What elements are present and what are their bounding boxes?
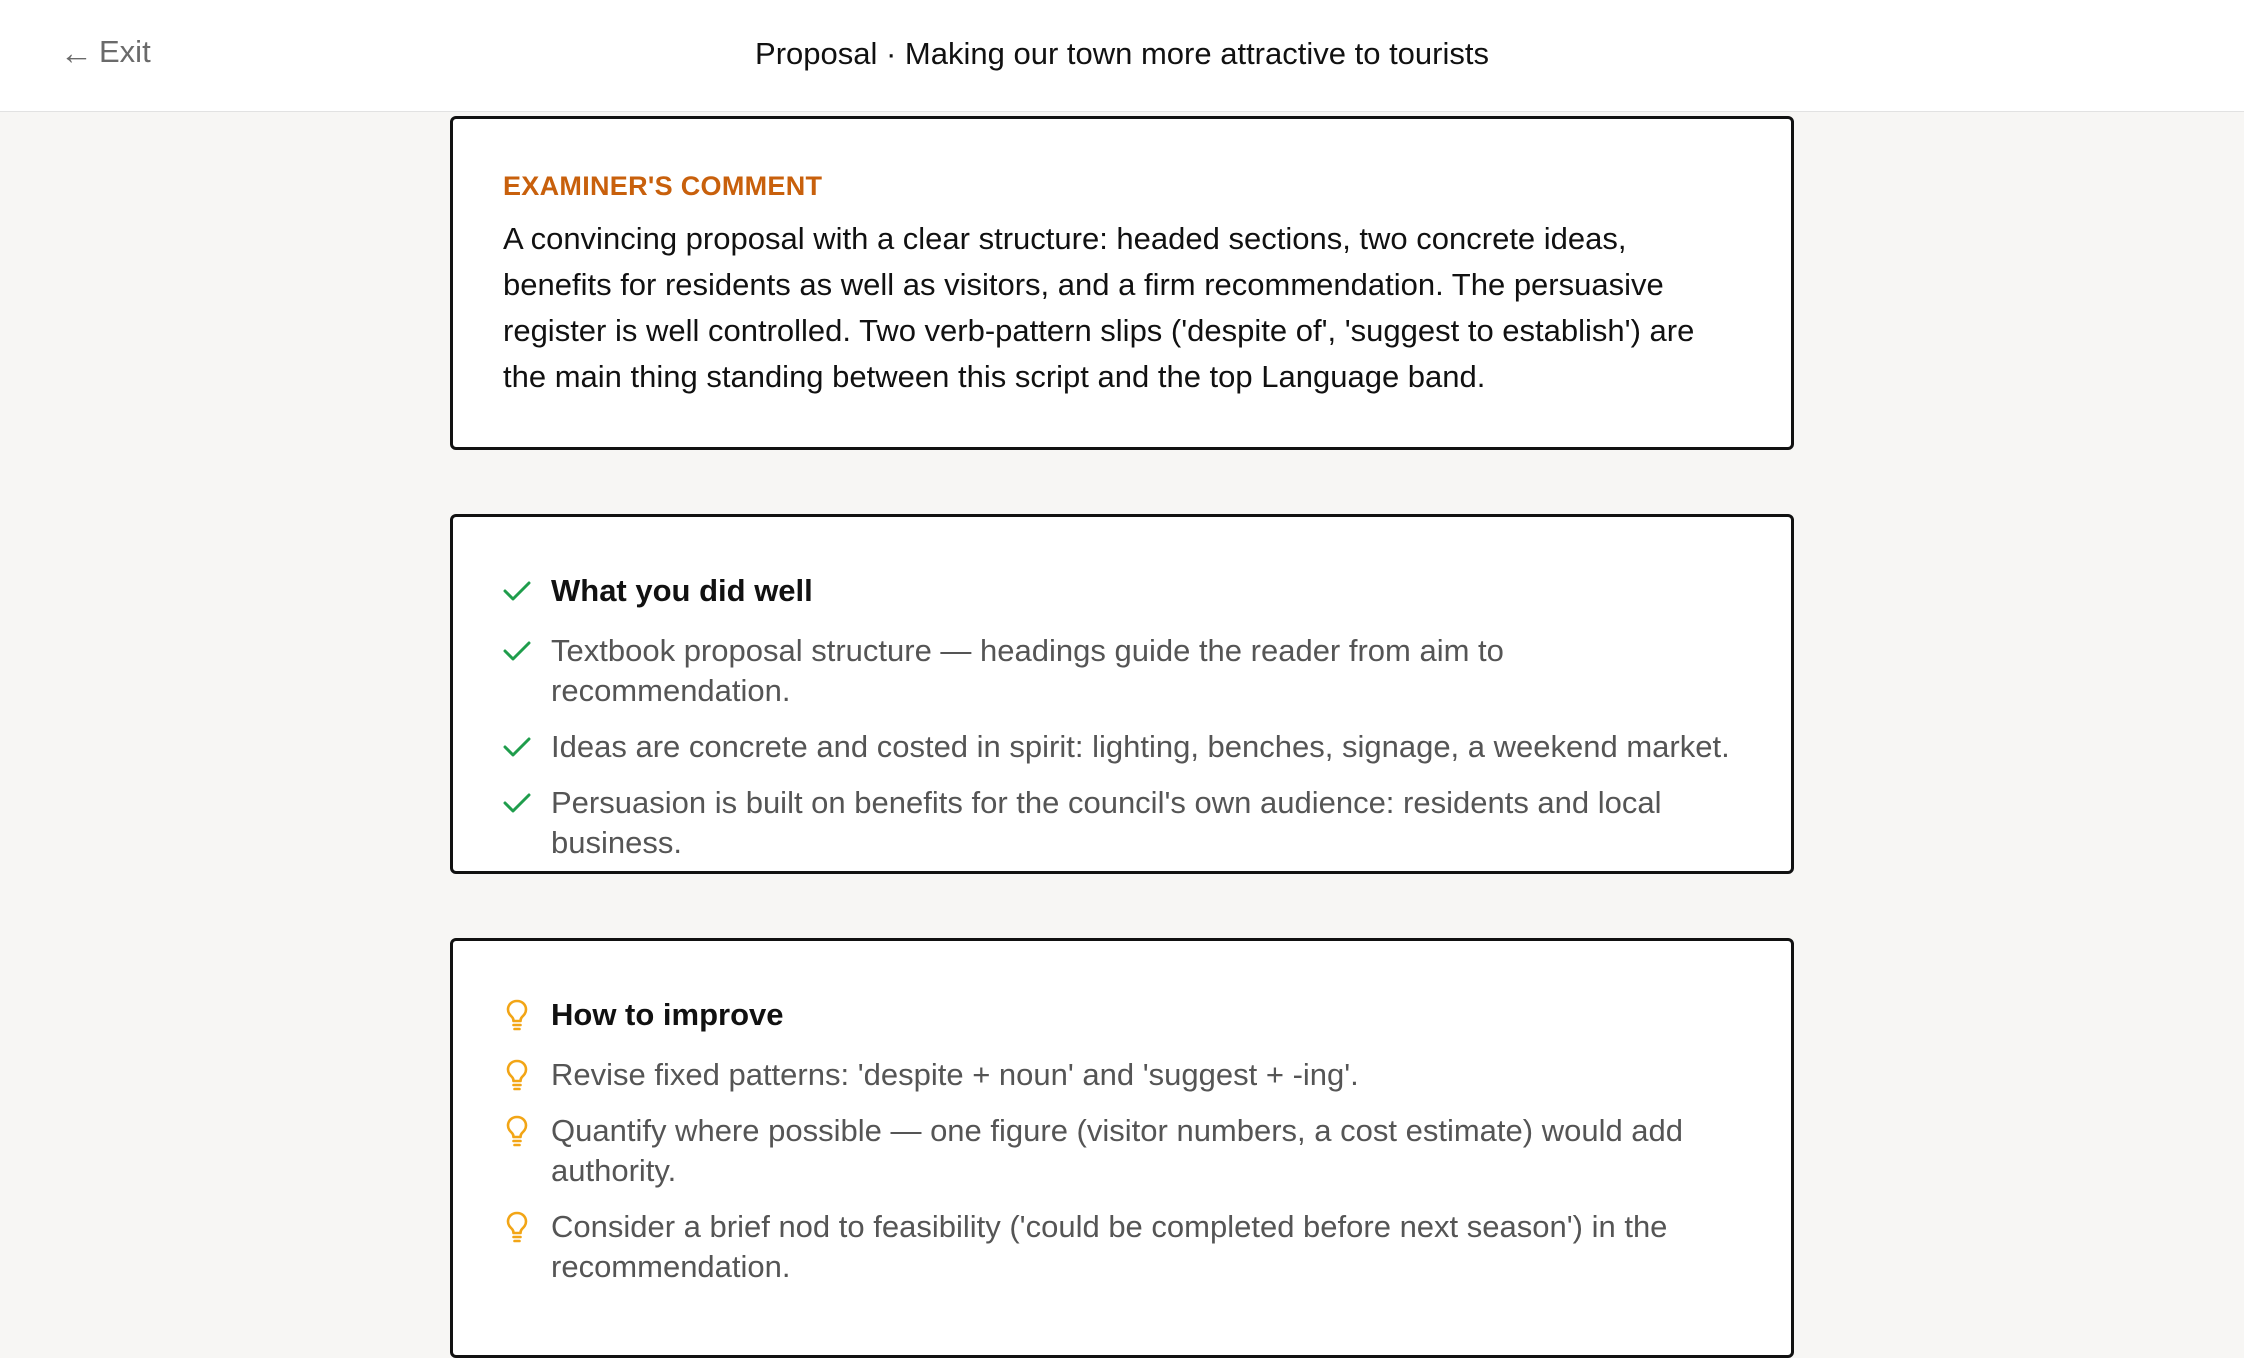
lightbulb-icon <box>503 1207 531 1247</box>
list-item <box>503 727 1741 767</box>
examiner-comment-label: EXAMINER'S COMMENT <box>503 171 823 201</box>
list-item <box>503 1055 1741 1095</box>
did-well-list <box>503 631 1741 863</box>
lightbulb-icon <box>503 1111 531 1151</box>
top-bar <box>0 0 2244 112</box>
lightbulb-icon <box>503 1055 531 1095</box>
arrow-left-icon: ← <box>60 33 93 71</box>
list-item-text: Revise fixed patterns: 'despite + noun' and 'suggest + -ing'. <box>551 1057 1359 1092</box>
how-to-improve-list <box>503 1055 1741 1287</box>
page-title: Proposal · Making our town more attractive to tourists <box>755 36 1489 71</box>
list-item <box>503 1207 1741 1287</box>
list-item-text: Ideas are concrete and costed in spirit: lighting, benches, signage, a weekend market. <box>551 729 1730 764</box>
check-icon <box>503 727 531 767</box>
list-item <box>503 1111 1741 1191</box>
how-to-improve-heading <box>503 995 1741 1035</box>
examiner-comment-text: A convincing proposal with a clear structure: headed sections, two concrete ideas, benefits for residents as well as visitors, and a firm recommendation. The persuasive register is well controlled. Two verb-pattern slips ('despite of', 'suggest to establish') are the main thing standing between this script and the top Language band. <box>503 221 1695 394</box>
did-well-heading <box>503 571 1741 611</box>
exit-label: Exit <box>99 34 151 69</box>
list-item-text: Persuasion is built on benefits for the council's own audience: residents and local business. <box>551 785 1662 860</box>
examiner-comment-card <box>450 116 1794 450</box>
list-item-text: Textbook proposal structure — headings guide the reader from aim to recommendation. <box>551 633 1504 708</box>
lightbulb-icon <box>503 995 531 1035</box>
check-icon <box>503 571 531 611</box>
list-item <box>503 631 1741 711</box>
list-item <box>503 783 1741 863</box>
check-icon <box>503 783 531 823</box>
list-item-text: Consider a brief nod to feasibility ('could be completed before next season') in the recommendation. <box>551 1209 1668 1284</box>
check-icon <box>503 631 531 671</box>
did-well-heading-text: What you did well <box>551 573 813 608</box>
did-well-card <box>450 514 1794 874</box>
list-item-text: Quantify where possible — one figure (visitor numbers, a cost estimate) would add authority. <box>551 1113 1684 1188</box>
how-to-improve-card <box>450 938 1794 1358</box>
how-to-improve-heading-text: How to improve <box>551 997 784 1032</box>
